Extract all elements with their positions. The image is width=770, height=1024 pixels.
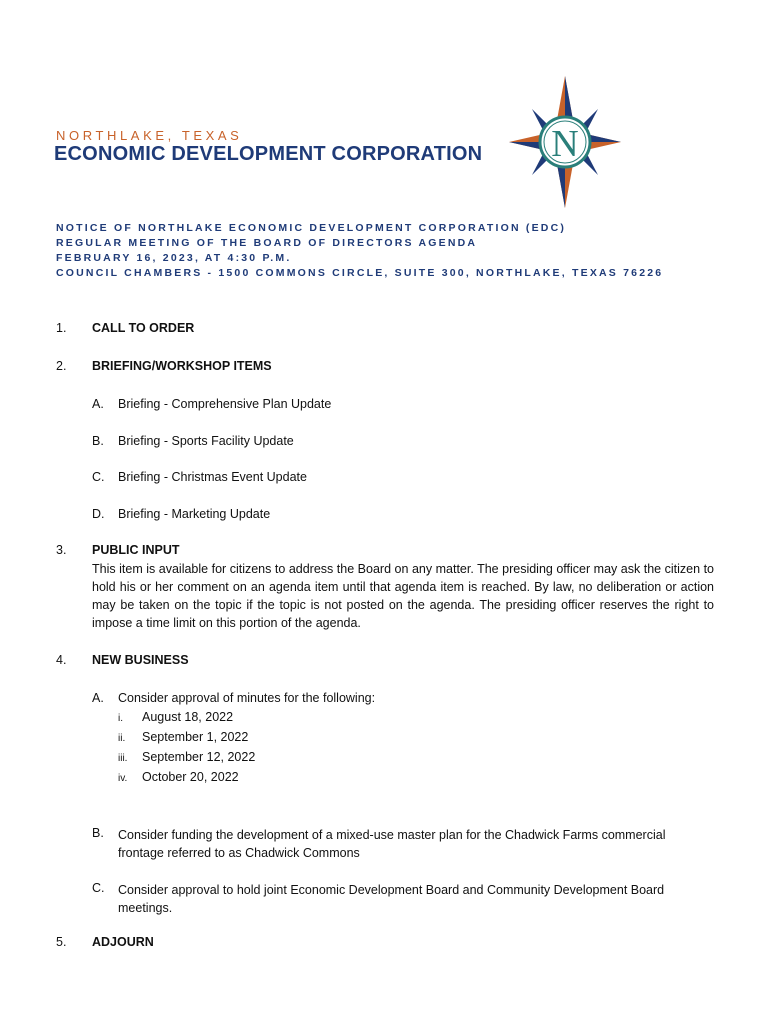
item-call-to-order: CALL TO ORDER	[92, 321, 195, 335]
org-city: NORTHLAKE, TEXAS	[56, 128, 243, 143]
svg-text:N: N	[551, 123, 579, 165]
sub-item-letter: B.	[92, 826, 104, 840]
minutes-roman: i.	[118, 713, 123, 724]
public-input-description: This item is available for citizens to address the Board on any matter. The presiding officer may ask the citizen to hold his or her comment on an agenda item until that agenda item is reached. By law, no deliberation or action may be taken on the topic if the topic is not posted on the agenda. The presiding officer reserves the right to impose a time limit on this portion of the agenda.	[92, 562, 714, 630]
item-number: 5.	[56, 935, 67, 949]
item-number: 3.	[56, 543, 67, 557]
sub-item-text: Consider approval of minutes for the following:	[118, 691, 376, 705]
sub-item-text: Consider funding the development of a mixed-use master plan for the Chadwick Farms commercial frontage referred to as Chadwick Commons	[118, 828, 666, 860]
sub-item-letter: B.	[92, 434, 104, 448]
notice-title: NOTICE OF NORTHLAKE ECONOMIC DEVELOPMENT CORPORATION (EDC)	[56, 222, 567, 234]
sub-item-letter: C.	[92, 881, 105, 895]
minutes-roman: ii.	[118, 733, 126, 744]
item-adjourn: ADJOURN	[92, 935, 154, 949]
minutes-date: August 18, 2022	[142, 710, 234, 724]
sub-item-letter: C.	[92, 470, 105, 484]
minutes-date: September 12, 2022	[142, 750, 256, 764]
compass-logo-icon	[508, 74, 622, 210]
sub-item-text: Briefing - Marketing Update	[118, 507, 271, 521]
item-new-business: NEW BUSINESS	[92, 653, 189, 667]
sub-item-letter: D.	[92, 507, 105, 521]
sub-item-letter: A.	[92, 691, 104, 705]
minutes-roman: iii.	[118, 753, 128, 764]
sub-item-text: Briefing - Comprehensive Plan Update	[118, 397, 332, 411]
item-briefing-workshop: BRIEFING/WORKSHOP ITEMS	[92, 359, 272, 373]
item-public-input: PUBLIC INPUT	[92, 543, 180, 557]
item-number: 1.	[56, 321, 67, 335]
minutes-date: September 1, 2022	[142, 730, 249, 744]
item-number: 4.	[56, 653, 67, 667]
meeting-notice	[56, 221, 663, 281]
item-number: 2.	[56, 359, 67, 373]
org-name: ECONOMIC DEVELOPMENT CORPORATION	[54, 143, 483, 165]
minutes-date: October 20, 2022	[142, 770, 239, 784]
sub-item-text: Consider approval to hold joint Economic Development Board and Community Development Board meetings.	[118, 883, 665, 915]
notice-date-time: FEBRUARY 16, 2023, AT 4:30 P.M.	[56, 252, 292, 264]
notice-meeting-type: REGULAR MEETING OF THE BOARD OF DIRECTORS AGENDA	[56, 237, 478, 249]
notice-location: COUNCIL CHAMBERS - 1500 COMMONS CIRCLE, SUITE 300, NORTHLAKE, TEXAS 76226	[56, 267, 664, 279]
minutes-roman: iv.	[118, 773, 128, 784]
sub-item-text: Briefing - Christmas Event Update	[118, 470, 307, 484]
sub-item-text: Briefing - Sports Facility Update	[118, 434, 294, 448]
sub-item-letter: A.	[92, 397, 104, 411]
